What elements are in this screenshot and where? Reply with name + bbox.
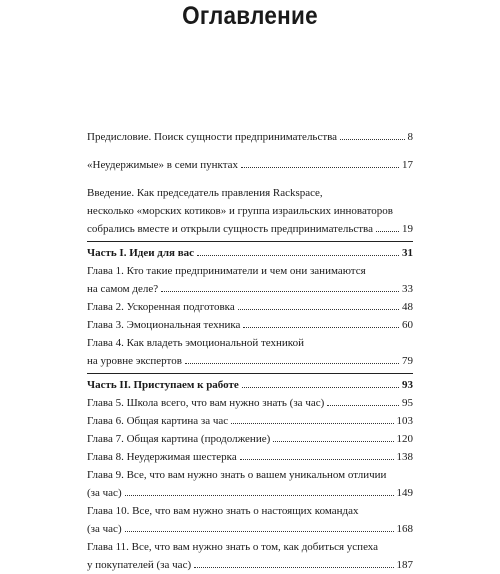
toc-entry-last-line	[87, 156, 413, 174]
toc-entry-text: собрались вместе и открыли сущность предпринимательства	[87, 223, 373, 235]
dot-leader	[340, 139, 404, 140]
dot-leader	[125, 495, 394, 496]
page-title: Оглавление	[182, 2, 318, 30]
toc-entry-last-line	[87, 376, 413, 394]
toc-entry-text: Часть I. Идеи для вас	[87, 247, 195, 259]
dot-leader	[238, 309, 399, 310]
toc-entry	[87, 412, 413, 430]
toc-entry-last-line	[87, 220, 413, 238]
toc-page-number: 17	[402, 159, 413, 171]
toc-entry-last-line	[87, 412, 413, 430]
toc-entry-text: на самом деле?	[87, 283, 159, 295]
toc-entry-line: Глава 11. Все, что вам нужно знать о том, как добиться успеха	[87, 541, 379, 553]
toc-entry	[87, 538, 413, 574]
toc-entry	[87, 466, 413, 502]
toc-entry-line: несколько «морских котиков» и группа израильских инноваторов	[87, 205, 393, 217]
toc-entry-text: Глава 7. Общая картина (продолжение)	[87, 433, 271, 445]
toc-page-number: 187	[396, 559, 413, 571]
toc-entry-last-line	[87, 394, 413, 412]
toc-entry-last-line	[87, 128, 413, 146]
toc-entry-line: Глава 4. Как владеть эмоциональной техникой	[87, 337, 304, 349]
dot-leader	[194, 567, 393, 568]
section-divider	[87, 241, 413, 242]
dot-leader	[241, 167, 399, 168]
toc-entry-text: Часть II. Приступаем к работе	[87, 379, 239, 391]
toc-entry	[87, 262, 413, 298]
dot-leader	[197, 255, 399, 256]
toc-page-number: 138	[396, 451, 413, 463]
toc-entry-text: Глава 6. Общая картина за час	[87, 415, 229, 427]
toc-entry	[87, 430, 413, 448]
toc-entry-last-line	[87, 484, 413, 502]
toc-page-number: 168	[396, 523, 413, 535]
toc-page-number: 19	[402, 223, 413, 235]
toc-entry-last-line	[87, 316, 413, 334]
dot-leader	[240, 459, 394, 460]
section-divider	[87, 373, 413, 374]
toc-part-entry	[87, 376, 413, 394]
dot-leader	[185, 363, 399, 364]
dot-leader	[327, 405, 399, 406]
toc-entry	[87, 298, 413, 316]
toc-page-number: 120	[396, 433, 413, 445]
toc-page-number: 8	[407, 131, 413, 143]
toc-entry	[87, 448, 413, 466]
spacer	[87, 174, 413, 184]
toc-page-number: 95	[402, 397, 413, 409]
spacer	[87, 146, 413, 156]
dot-leader	[242, 387, 399, 388]
toc-entry-line: Введение. Как председатель правления Rackspace,	[87, 187, 323, 199]
toc-entry-last-line	[87, 244, 413, 262]
toc-entry	[87, 128, 413, 146]
toc-page-number: 33	[402, 283, 413, 295]
toc-entry	[87, 316, 413, 334]
toc-part-entry	[87, 244, 413, 262]
toc-entry-last-line	[87, 298, 413, 316]
toc-entry-text: (за час)	[87, 487, 122, 499]
toc-page-number: 149	[396, 487, 413, 499]
toc-entry	[87, 184, 413, 238]
toc-entry-text: «Неудержимые» в семи пунктах	[87, 159, 239, 171]
toc-entry-text: Глава 2. Ускоренная подготовка	[87, 301, 235, 313]
toc-entry-text: Глава 5. Школа всего, что вам нужно знать (за час)	[87, 397, 325, 409]
toc-entry-text: (за час)	[87, 523, 122, 535]
toc-entry-last-line	[87, 448, 413, 466]
toc-page-number: 60	[402, 319, 413, 331]
dot-leader	[161, 291, 399, 292]
toc-entry	[87, 334, 413, 370]
dot-leader	[243, 327, 399, 328]
dot-leader	[376, 231, 399, 232]
dot-leader	[273, 441, 393, 442]
toc-page-number: 31	[402, 247, 413, 259]
toc-page-number: 48	[402, 301, 413, 313]
toc-entry-text: Глава 3. Эмоциональная техника	[87, 319, 241, 331]
toc-page-number: 93	[402, 379, 413, 391]
toc-entry	[87, 394, 413, 412]
toc-entry-last-line	[87, 280, 413, 298]
toc-entry	[87, 502, 413, 538]
toc-entry-last-line	[87, 430, 413, 448]
toc-entry-text: на уровне экспертов	[87, 355, 182, 367]
dot-leader	[231, 423, 393, 424]
table-of-contents	[87, 128, 413, 574]
toc-entry-text: Глава 8. Неудержимая шестерка	[87, 451, 237, 463]
toc-entry-text: у покупателей (за час)	[87, 559, 192, 571]
dot-leader	[125, 531, 394, 532]
toc-entry-line: Глава 1. Кто такие предприниматели и чем они занимаются	[87, 265, 366, 277]
toc-page-number: 79	[402, 355, 413, 367]
toc-entry-last-line	[87, 520, 413, 538]
toc-entry-text: Предисловие. Поиск сущности предпринимательства	[87, 131, 338, 143]
toc-entry	[87, 156, 413, 174]
toc-entry-line: Глава 10. Все, что вам нужно знать о настоящих командах	[87, 505, 359, 517]
toc-page-number: 103	[396, 415, 413, 427]
toc-entry-line: Глава 9. Все, что вам нужно знать о вашем уникальном отличии	[87, 469, 387, 481]
toc-entry-last-line	[87, 352, 413, 370]
toc-entry-last-line	[87, 556, 413, 574]
